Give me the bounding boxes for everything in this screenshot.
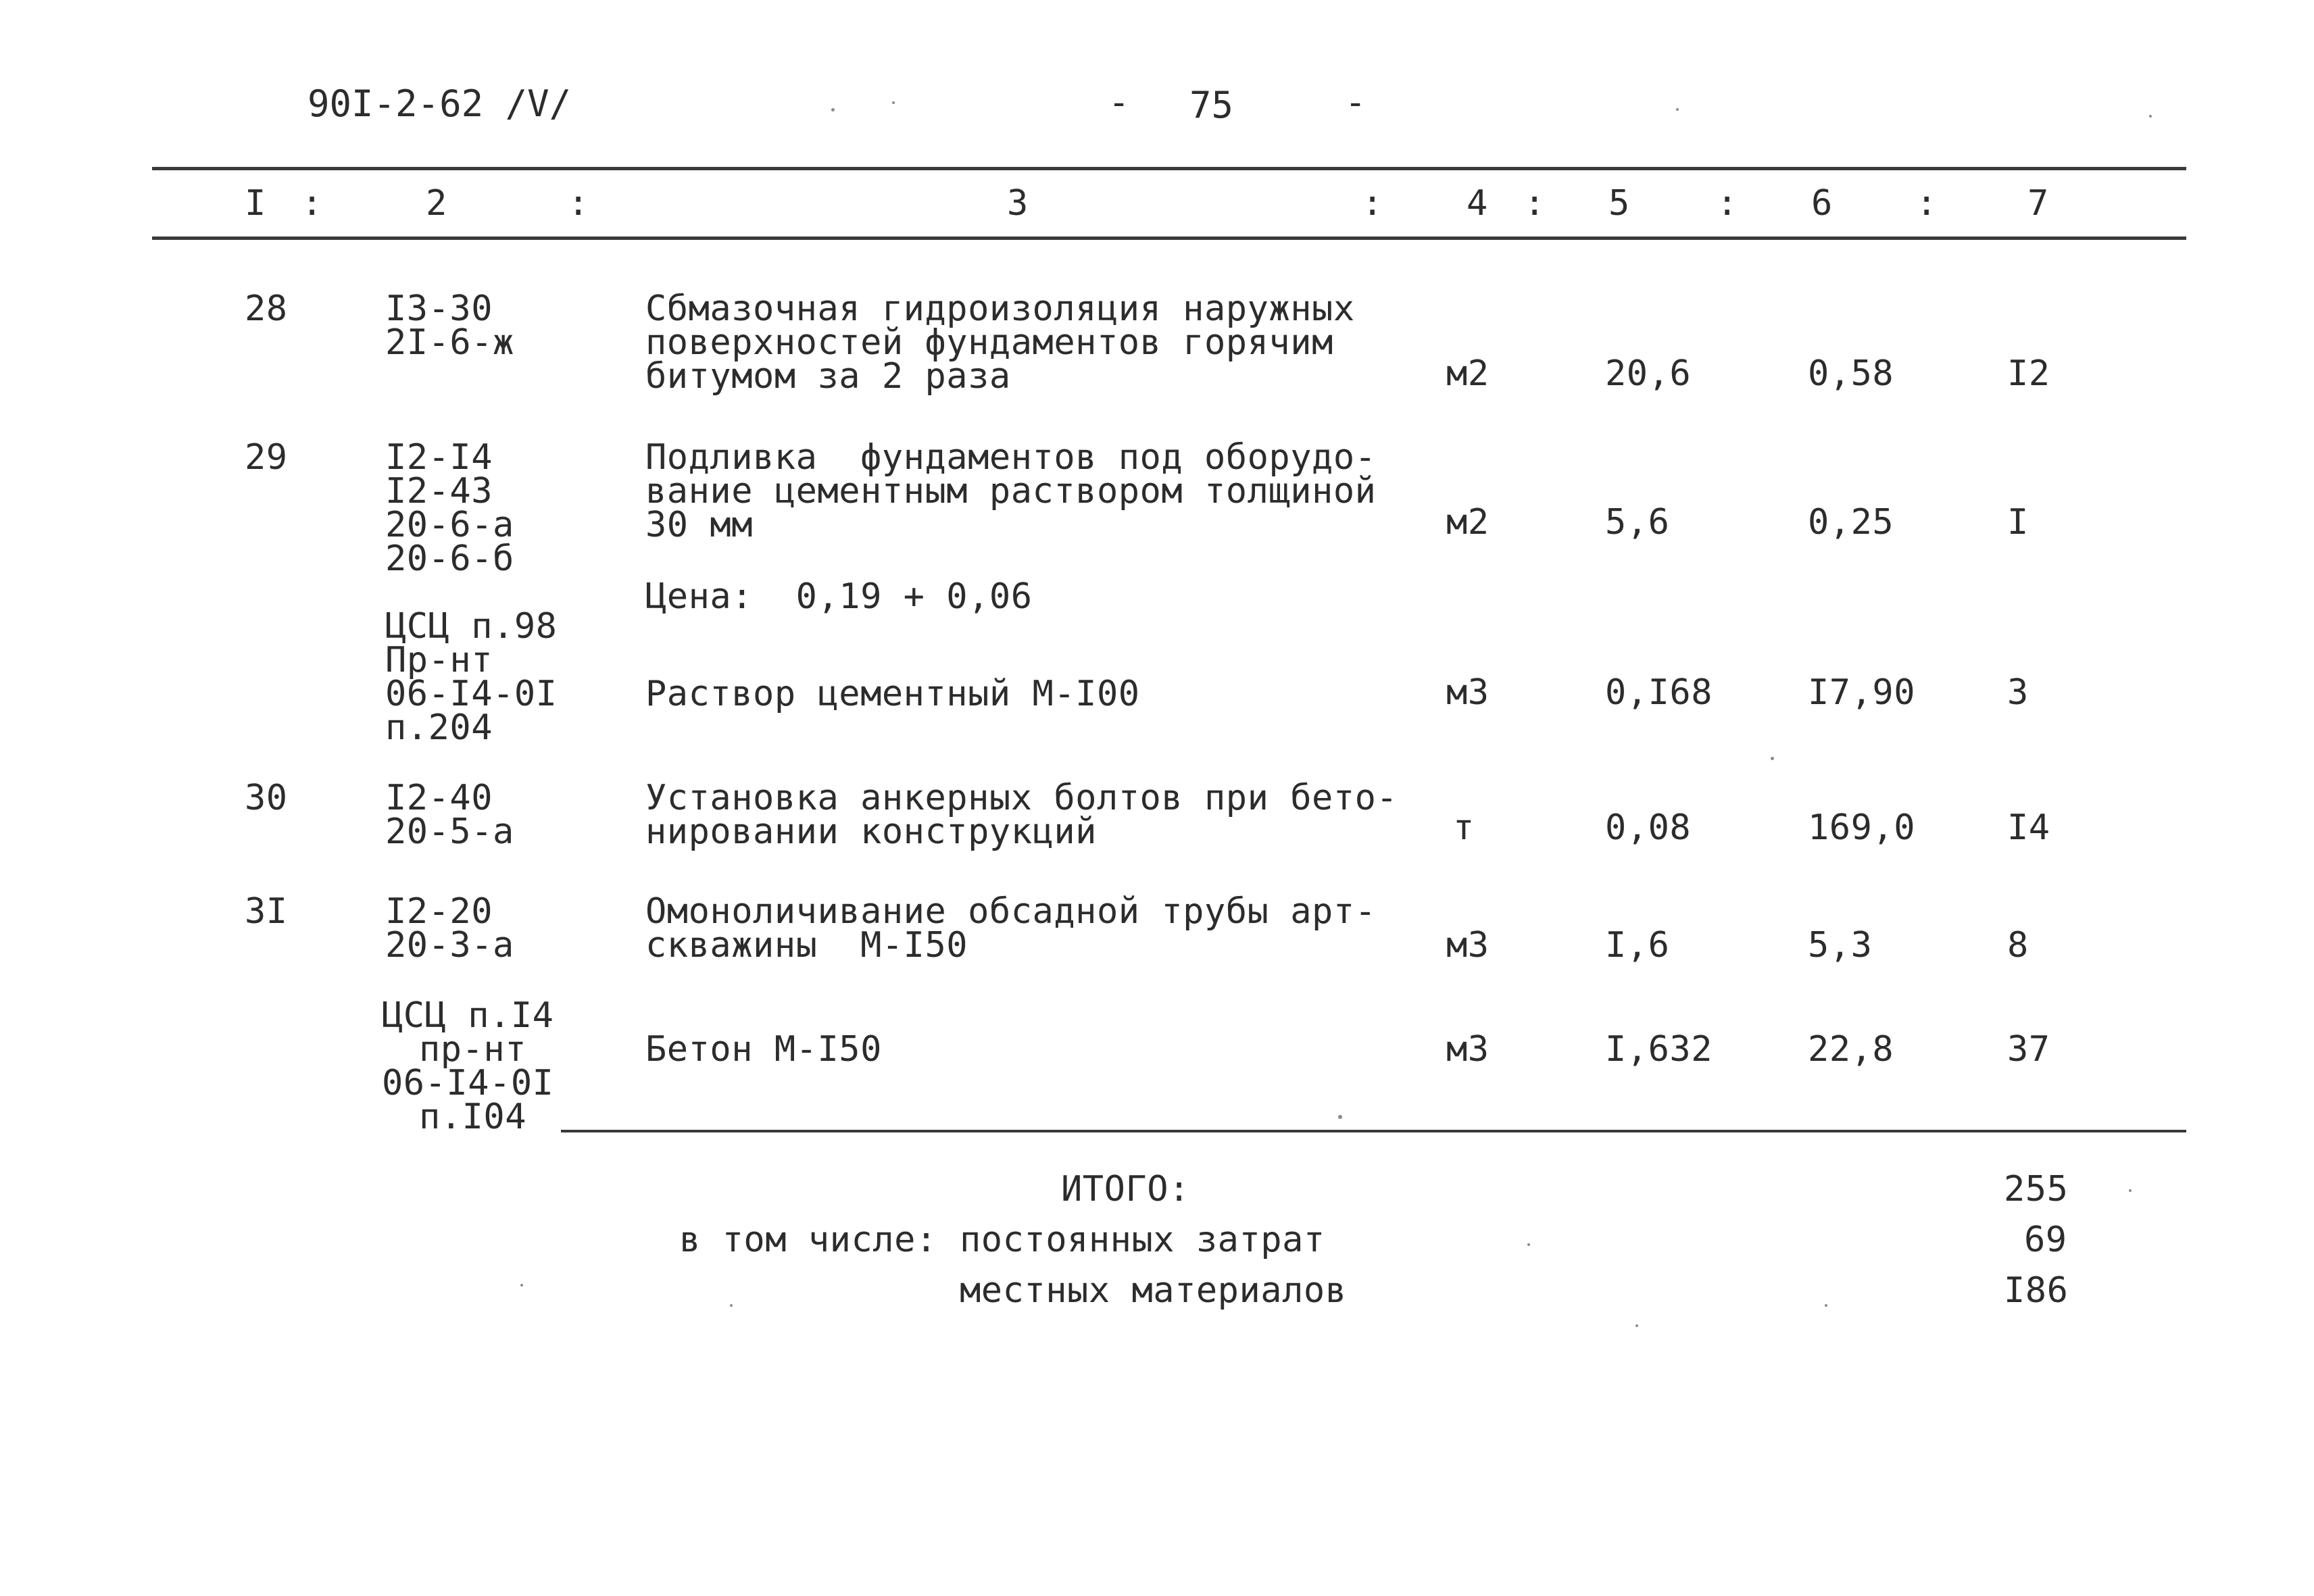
column-header-5: 5 xyxy=(1608,183,1630,224)
row-total: I2 xyxy=(2007,353,2050,394)
table-bottom-rule xyxy=(561,1130,2186,1132)
column-header-2: 2 xyxy=(426,183,447,224)
scan-speck xyxy=(1338,1115,1342,1119)
row-price: 5,3 xyxy=(1808,925,1873,966)
scan-speck xyxy=(2129,1189,2132,1192)
document-code: 90I-2-62 /V/ xyxy=(307,82,572,125)
row-description-line: скважины М-I50 xyxy=(645,925,968,966)
row-quantity: 0,I68 xyxy=(1605,672,1713,713)
row-number: 29 xyxy=(245,437,288,478)
row-description-line: Раствор цементный М-I00 xyxy=(645,674,1140,714)
row-code: I2-43 xyxy=(385,471,493,512)
row-description-line: 30 мм xyxy=(645,505,754,545)
column-header-1: I xyxy=(245,183,266,224)
scan-speck xyxy=(1771,757,1774,760)
row-description-line: Омоноличивание обсадной трубы арт- xyxy=(645,891,1377,932)
row-description-line: Подливка фундаментов под оборудо- xyxy=(645,437,1377,478)
row-code: Пр-нт xyxy=(385,640,493,680)
fixed-costs-value: 69 xyxy=(2024,1220,2067,1260)
table-header-rule xyxy=(152,236,2186,240)
total-label: ИТОГО: xyxy=(1061,1169,1190,1210)
row-description-line: битумом за 2 раза xyxy=(645,356,1011,397)
scan-speck xyxy=(1635,1324,1638,1327)
row-number: 28 xyxy=(245,289,288,329)
including-label: в том числе: xyxy=(679,1220,937,1260)
local-materials-value: I86 xyxy=(2004,1270,2069,1311)
row-quantity: 5,6 xyxy=(1605,502,1670,543)
row-code: I3-30 xyxy=(385,289,493,329)
scan-speck xyxy=(1825,1304,1827,1307)
scan-speck xyxy=(831,108,835,111)
scan-speck xyxy=(730,1304,733,1307)
table-top-rule xyxy=(152,167,2186,170)
fixed-costs-label: постоянных затрат xyxy=(960,1220,1325,1260)
row-unit: м2 xyxy=(1446,353,1490,394)
row-code: 06-I4-0I xyxy=(385,674,558,714)
scan-speck xyxy=(1527,1243,1530,1246)
row-total: I4 xyxy=(2007,807,2050,848)
total-value: 255 xyxy=(2004,1169,2069,1210)
page-number: 75 xyxy=(1189,84,1234,126)
row-code: ЦСЦ п.I4 xyxy=(382,995,554,1036)
row-total: I xyxy=(2007,502,2029,543)
row-code: 2I-6-ж xyxy=(385,322,514,363)
row-total: 3 xyxy=(2007,672,2029,713)
row-price: 22,8 xyxy=(1808,1029,1894,1070)
row-code: 06-I4-0I xyxy=(382,1063,554,1103)
column-separator: : xyxy=(1717,183,1738,224)
page-dash-right: - xyxy=(1345,82,1367,123)
row-description-line: Бетон М-I50 xyxy=(645,1029,882,1070)
row-code: I2-I4 xyxy=(385,437,493,478)
column-separator: : xyxy=(1916,183,1938,224)
column-separator: : xyxy=(568,183,589,224)
row-code: I2-20 xyxy=(385,891,493,932)
row-total: 8 xyxy=(2007,925,2029,966)
row-code: I2-40 xyxy=(385,778,493,818)
scan-speck xyxy=(892,101,895,104)
row-price: 0,25 xyxy=(1808,502,1894,543)
row-description-line: поверхностей фундаментов горячим xyxy=(645,322,1333,363)
row-code: 20-6-б xyxy=(385,539,514,579)
row-description-line: вание цементным раствором толщиной xyxy=(645,471,1377,512)
row-description-line: нировании конструкций xyxy=(645,812,1097,852)
scan-speck xyxy=(2149,115,2152,118)
row-quantity: I,632 xyxy=(1605,1029,1713,1070)
local-materials-label: местных материалов xyxy=(960,1270,1347,1311)
row-code: 20-3-а xyxy=(385,925,514,966)
scan-speck xyxy=(1676,108,1679,111)
row-total: 37 xyxy=(2007,1029,2050,1070)
row-unit: м3 xyxy=(1446,1029,1490,1070)
column-header-6: 6 xyxy=(1811,183,1833,224)
column-separator: : xyxy=(301,183,323,224)
row-code: 20-5-а xyxy=(385,812,514,852)
column-header-4: 4 xyxy=(1467,183,1488,224)
row-number: 30 xyxy=(245,778,288,818)
column-separator: : xyxy=(1524,183,1546,224)
row-quantity: 0,08 xyxy=(1605,807,1692,848)
row-quantity: 20,6 xyxy=(1605,353,1692,394)
column-header-7: 7 xyxy=(2027,183,2049,224)
column-header-3: 3 xyxy=(1007,183,1029,224)
row-code: пр-нт xyxy=(419,1029,527,1070)
row-price: 169,0 xyxy=(1808,807,1916,848)
row-quantity: I,6 xyxy=(1605,925,1670,966)
page-dash-left: - xyxy=(1108,82,1130,123)
row-code: 20-6-а xyxy=(385,505,514,545)
column-separator: : xyxy=(1362,183,1383,224)
row-code: п.I04 xyxy=(419,1097,527,1137)
row-price: 0,58 xyxy=(1808,353,1894,394)
row-unit: м3 xyxy=(1446,925,1490,966)
row-unit: м3 xyxy=(1446,672,1490,713)
scan-speck xyxy=(520,1284,523,1287)
row-code: п.204 xyxy=(385,707,493,748)
price-note: Цена: 0,19 + 0,06 xyxy=(645,576,1033,617)
row-code: ЦСЦ п.98 xyxy=(385,606,558,647)
row-number: 3I xyxy=(245,891,288,932)
row-description-line: Установка анкерных болтов при бето- xyxy=(645,778,1398,818)
row-price: I7,90 xyxy=(1808,672,1916,713)
row-unit: м2 xyxy=(1446,502,1490,543)
row-unit: т xyxy=(1453,807,1475,848)
row-description-line: Сбмазочная гидроизоляция наружных xyxy=(645,289,1355,329)
